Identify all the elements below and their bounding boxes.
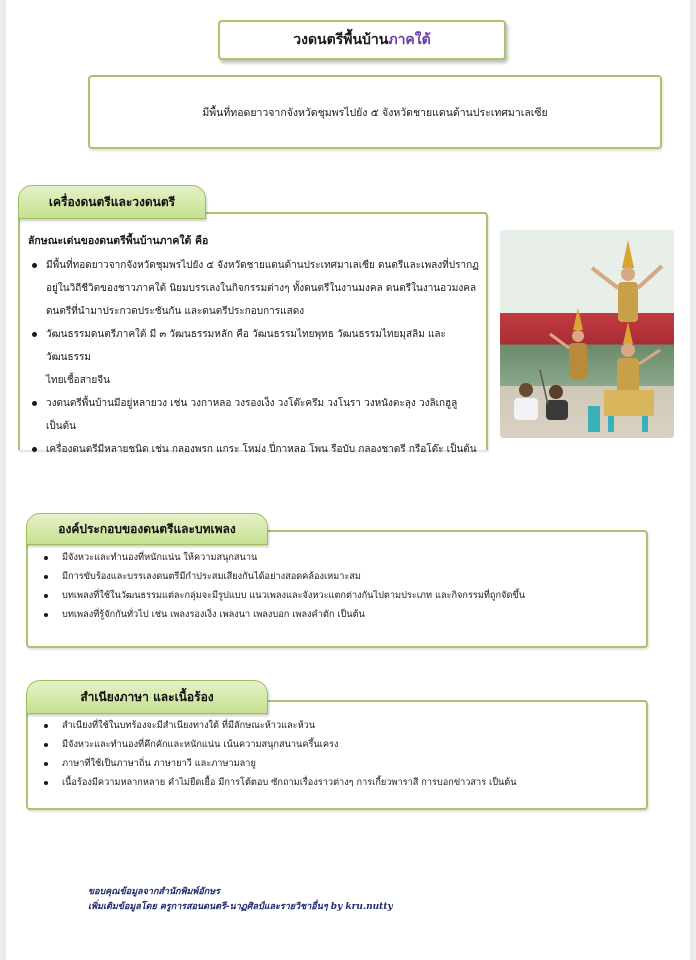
- list-item: วัฒนธรรมดนตรีภาคใต้ มี ๓ วัฒนธรรมหลัก คือ วัฒนธรรมไทยพุทธ วัฒนธรรมไทยมุสลิม และวัฒนธรรม: [28, 323, 480, 369]
- list-item-continuation: ดนตรีที่นำมาประกวดประชันกัน และดนตรีประกอบการแสดง: [46, 306, 305, 317]
- list-item: มีพื้นที่ทอดยาวจากจังหวัดชุมพรไปยัง ๕ จังหวัดชายแดนด้านประเทศมาเลเซีย ดนตรีและเพลงที่ปรากฏ: [28, 254, 480, 277]
- credits-line-author: เพิ่มเติมข้อมูลโดย ครูการสอนดนตรี-นาฏศิลป์และรายวิชาอื่นๆ by kru.nutty: [88, 902, 393, 912]
- section-instruments-tab: เครื่องดนตรีและวงดนตรี: [18, 185, 206, 219]
- title-prefix: วงดนตรีพื้นบ้าน: [293, 32, 389, 48]
- section-instruments-list: [28, 254, 480, 461]
- section-composition-list: [36, 548, 636, 624]
- list-item-continuation: ไทยเชื้อสายจีน: [46, 375, 110, 386]
- list-item: มีจังหวะและทำนองที่คึกคักและหนักแน่น เน้นความสนุกสนานครึ้นเครง: [36, 735, 636, 754]
- list-item: มีการขับร้องและบรรเลงดนตรีมีกำประสมเสียงกันได้อย่างสอดคล้องเหมาะสม: [36, 567, 636, 586]
- page-title: [218, 20, 506, 60]
- list-item: เครื่องดนตรีมีหลายชนิด เช่น กลองพรก แกระ โหม่ง ปี่กาหลอ โพน รือบับ กลองชาตรี กรือโต๊ะ เป็นต้น: [28, 438, 480, 461]
- list-item: เนื้อร้องมีความหลากหลาย คำไม่ยืดเยื้อ มีการโต้ตอบ ซักถามเรื่องราวต่างๆ การเกี้ยวพาราสี การบอกข่าวสาร เป็นต้น: [36, 773, 636, 792]
- dance-performance-photo: [500, 230, 674, 438]
- intro-box: [88, 75, 662, 149]
- section-instruments-subheading: ลักษณะเด่นของดนตรีพื้นบ้านภาคใต้ คือ: [28, 235, 209, 247]
- section-dialect-list: [36, 716, 636, 792]
- list-item: บทเพลงที่ใช้ในวัฒนธรรมแต่ละกลุ่มจะมีรูปแบบ แนวเพลงและจังหวะแตกต่างกันไปตามประเภท และกิจกรรมที่ถูกจัดขึ้น: [36, 586, 636, 605]
- section-dialect-tab: สำเนียงภาษา และเนื้อร้อง: [26, 680, 268, 714]
- credits: [88, 885, 393, 915]
- list-item: บทเพลงที่รู้จักกันทั่วไป เช่น เพลงรองเง็ง เพลงนา เพลงบอก เพลงคำตัก เป็นต้น: [36, 605, 636, 624]
- section-composition-tab: องค์ประกอบของดนตรีและบทเพลง: [26, 513, 268, 545]
- list-item: มีจังหวะและทำนองที่หนักแน่น ให้ความสนุกสนาน: [36, 548, 636, 567]
- intro-text: มีพื้นที่ทอดยาวจากจังหวัดชุมพรไปยัง ๕ จังหวัดชายแดนด้านประเทศมาเลเซีย: [202, 106, 548, 119]
- list-item: สำเนียงที่ใช้ในบทร้องจะมีสำเนียงทางใต้ ที่มีลักษณะห้าวและห้วน: [36, 716, 636, 735]
- list-item-continuation: อยู่ในวิถีชีวิตของชาวภาคใต้ นิยมบรรเลงในกิจกรรมต่างๆ ทั้งดนตรีในงานมงคล ดนตรีในงานอวมงคล: [46, 283, 477, 294]
- list-item: วงดนตรีพื้นบ้านมีอยู่หลายวง เช่น วงกาหลอ วงรองเง็ง วงโต๊ะครึม วงโนรา วงหนังตะลุง วงลิเกฮูลู เป็นต้น: [28, 392, 480, 438]
- title-accent: ภาคใต้: [388, 32, 431, 48]
- credits-line-source: ขอบคุณข้อมูลจากสำนักพิมพ์อักษร: [88, 887, 220, 897]
- document-page: [6, 0, 690, 960]
- list-item: ภาษาที่ใช้เป็นภาษาถิ่น ภาษายาวี และภาษามลายู: [36, 754, 636, 773]
- dancers-illustration: [500, 230, 674, 438]
